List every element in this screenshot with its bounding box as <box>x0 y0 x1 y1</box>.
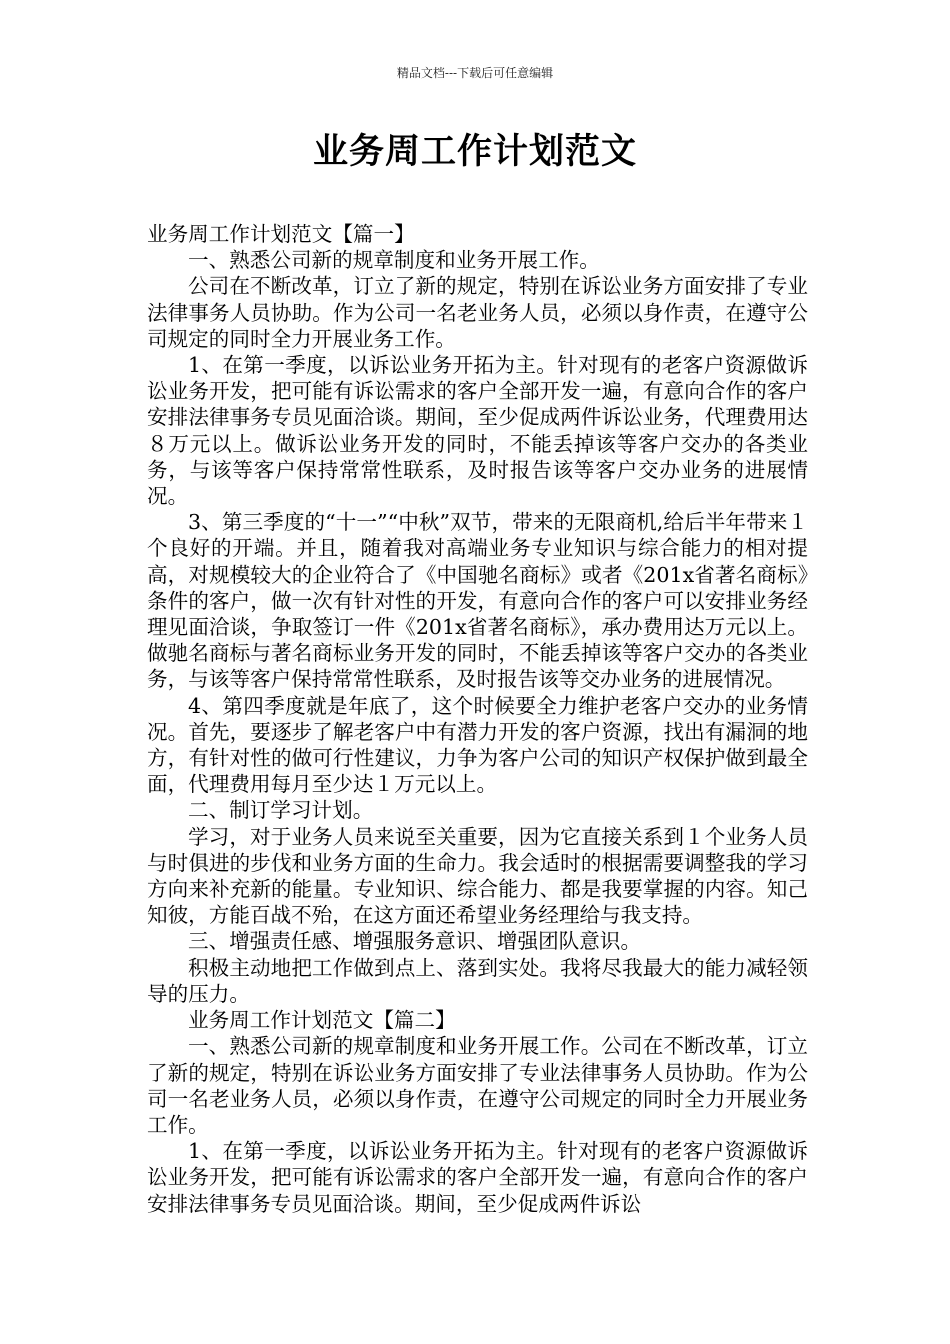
paragraph: 1、在第一季度，以诉讼业务开拓为主。针对现有的老客户资源做诉讼业务开发，把可能有诉讼需求的客户全部开发一遍，有意向合作的客户安排法律事务专员见面洽谈。期间，至少促成两件诉讼 <box>147 1139 808 1216</box>
section-heading: 二、制订学习计划。 <box>188 798 374 823</box>
paragraph: 4、第四季度就是年底了，这个时候要全力维护老客户交办的业务情况。首先，要逐步了解老客户中有潜力开发的客户资源，找出有漏洞的地方，有针对性的做可行性建议，力争为客户公司的知识产权保护做到最全面，代理费用每月至少达１万元以上。 <box>147 693 808 797</box>
paragraph: 3、第三季度的“十一”“中秋”双节，带来的无限商机,给后半年带来１个良好的开端。并且，随着我对高端业务专业知识与综合能力的相对提高，对规模较大的企业符合了《中国驰名商标》或者《201x省著名商标》条件的客户，做一次有针对性的开发，有意向合作的客户可以安排业务经理见面洽谈，争取签订一件《201x省著名商标》，承办费用达万元以上。做驰名商标与著名商标业务开发的同时，不能丢掉该等客户交办的各类业务，与该等客户保持常常性联系，及时报告该等交办业务的进展情况。 <box>147 510 808 692</box>
paragraph: 学习，对于业务人员来说至关重要，因为它直接关系到１个业务人员与时俱进的步伐和业务方面的生命力。我会适时的根据需要调整我的学习方向来补充新的能量。专业知识、综合能力、都是我要掌握的内容。知己知彼，方能百战不殆，在这方面还希望业务经理给与我支持。 <box>147 824 808 928</box>
document-body <box>147 221 808 1217</box>
header-note: 精品文档---下载后可任意编辑 <box>396 66 554 80</box>
paragraph: 公司在不断改革，订立了新的规定，特别在诉讼业务方面安排了专业法律事务人员协助。作为公司一名老业务人员，必须以身作责，在遵守公司规定的同时全力开展业务工作。 <box>147 274 808 351</box>
section-heading: 业务周工作计划范文【篇二】 <box>188 1008 456 1033</box>
paragraph: 一、熟悉公司新的规章制度和业务开展工作。 <box>188 248 600 273</box>
document-title: 业务周工作计划范文 <box>312 131 637 172</box>
paragraph: 积极主动地把工作做到点上、落到实处。我将尽我最大的能力减轻领导的压力。 <box>147 955 808 1006</box>
section-heading: 三、增强责任感、增强服务意识、增强团队意识。 <box>188 929 642 954</box>
paragraph: 1、在第一季度，以诉讼业务开拓为主。针对现有的老客户资源做诉讼业务开发，把可能有诉讼需求的客户全部开发一遍，有意向合作的客户安排法律事务专员见面洽谈。期间，至少促成两件诉讼业务，代理费用达８万元以上。做诉讼业务开发的同时，不能丢掉该等客户交办的各类业务，与该等客户保持常常性联系，及时报告该等客户交办业务的进展情况。 <box>147 353 808 509</box>
paragraph: 业务周工作计划范文【篇一】 <box>147 222 415 246</box>
paragraph: 一、熟悉公司新的规章制度和业务开展工作。公司在不断改革，订立了新的规定，特别在诉讼业务方面安排了专业法律事务人员协助。作为公司一名老业务人员，必须以身作责，在遵守公司规定的同时全力开展业务工作。 <box>147 1034 808 1137</box>
